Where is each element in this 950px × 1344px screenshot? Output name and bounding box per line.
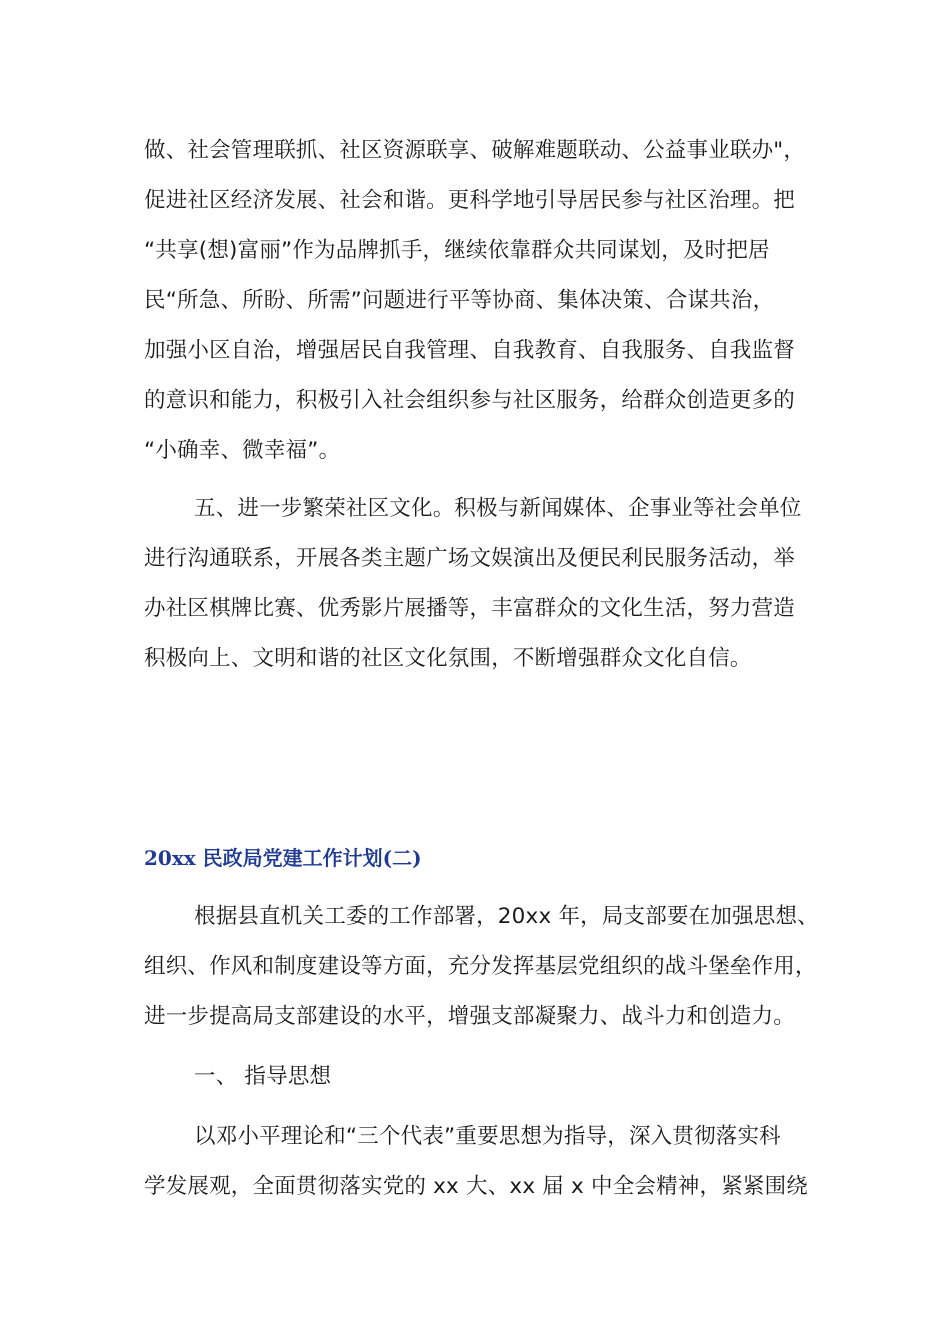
text-line: 促进社区经济发展、社会和谐。更科学地引导居民参与社区治理。把: [144, 188, 796, 213]
text-line: 加强小区自治，增强居民自我管理、自我教育、自我服务、自我监督: [144, 338, 796, 363]
text-line: 的意识和能力，积极引入社会组织参与社区服务，给群众创造更多的: [144, 388, 796, 413]
text-line: 根据县直机关工委的工作部署，20xx 年，局支部要在加强思想、: [194, 904, 819, 929]
text-line: “小确幸、微幸福”。: [144, 438, 341, 463]
text-line: “共享(想)富丽”作为品牌抓手，继续依靠群众共同谋划，及时把居: [144, 238, 770, 263]
text-line: 五、进一步繁荣社区文化。积极与新闻媒体、企事业等社会单位: [194, 496, 802, 521]
text-line: 以邓小平理论和“三个代表”重要思想为指导，深入贯彻落实科: [194, 1124, 781, 1149]
text-line: 学发展观，全面贯彻落实党的 xx 大、xx 届 x 中全会精神，紧紧围绕: [144, 1174, 808, 1199]
text-line: 民“所急、所盼、所需”问题进行平等协商、集体决策、合谋共治，: [144, 288, 775, 313]
text-line: 进行沟通联系，开展各类主题广场文娱演出及便民利民服务活动，举: [144, 546, 796, 571]
subheading-guiding-thought: 一、 指导思想: [194, 1064, 332, 1089]
text-line: 做、社会管理联抓、社区资源联享、破解难题联动、公益事业联办"，: [144, 138, 806, 163]
section-title: 20xx 民政局党建工作计划(二): [144, 846, 422, 870]
text-line: 组织、作风和制度建设等方面，充分发挥基层党组织的战斗堡垒作用，: [144, 954, 817, 979]
text-line: 积极向上、文明和谐的社区文化氛围，不断增强群众文化自信。: [144, 646, 752, 671]
text-line: 进一步提高局支部建设的水平，增强支部凝聚力、战斗力和创造力。: [144, 1004, 796, 1029]
text-line: 办社区棋牌比赛、优秀影片展播等，丰富群众的文化生活，努力营造: [144, 596, 796, 621]
